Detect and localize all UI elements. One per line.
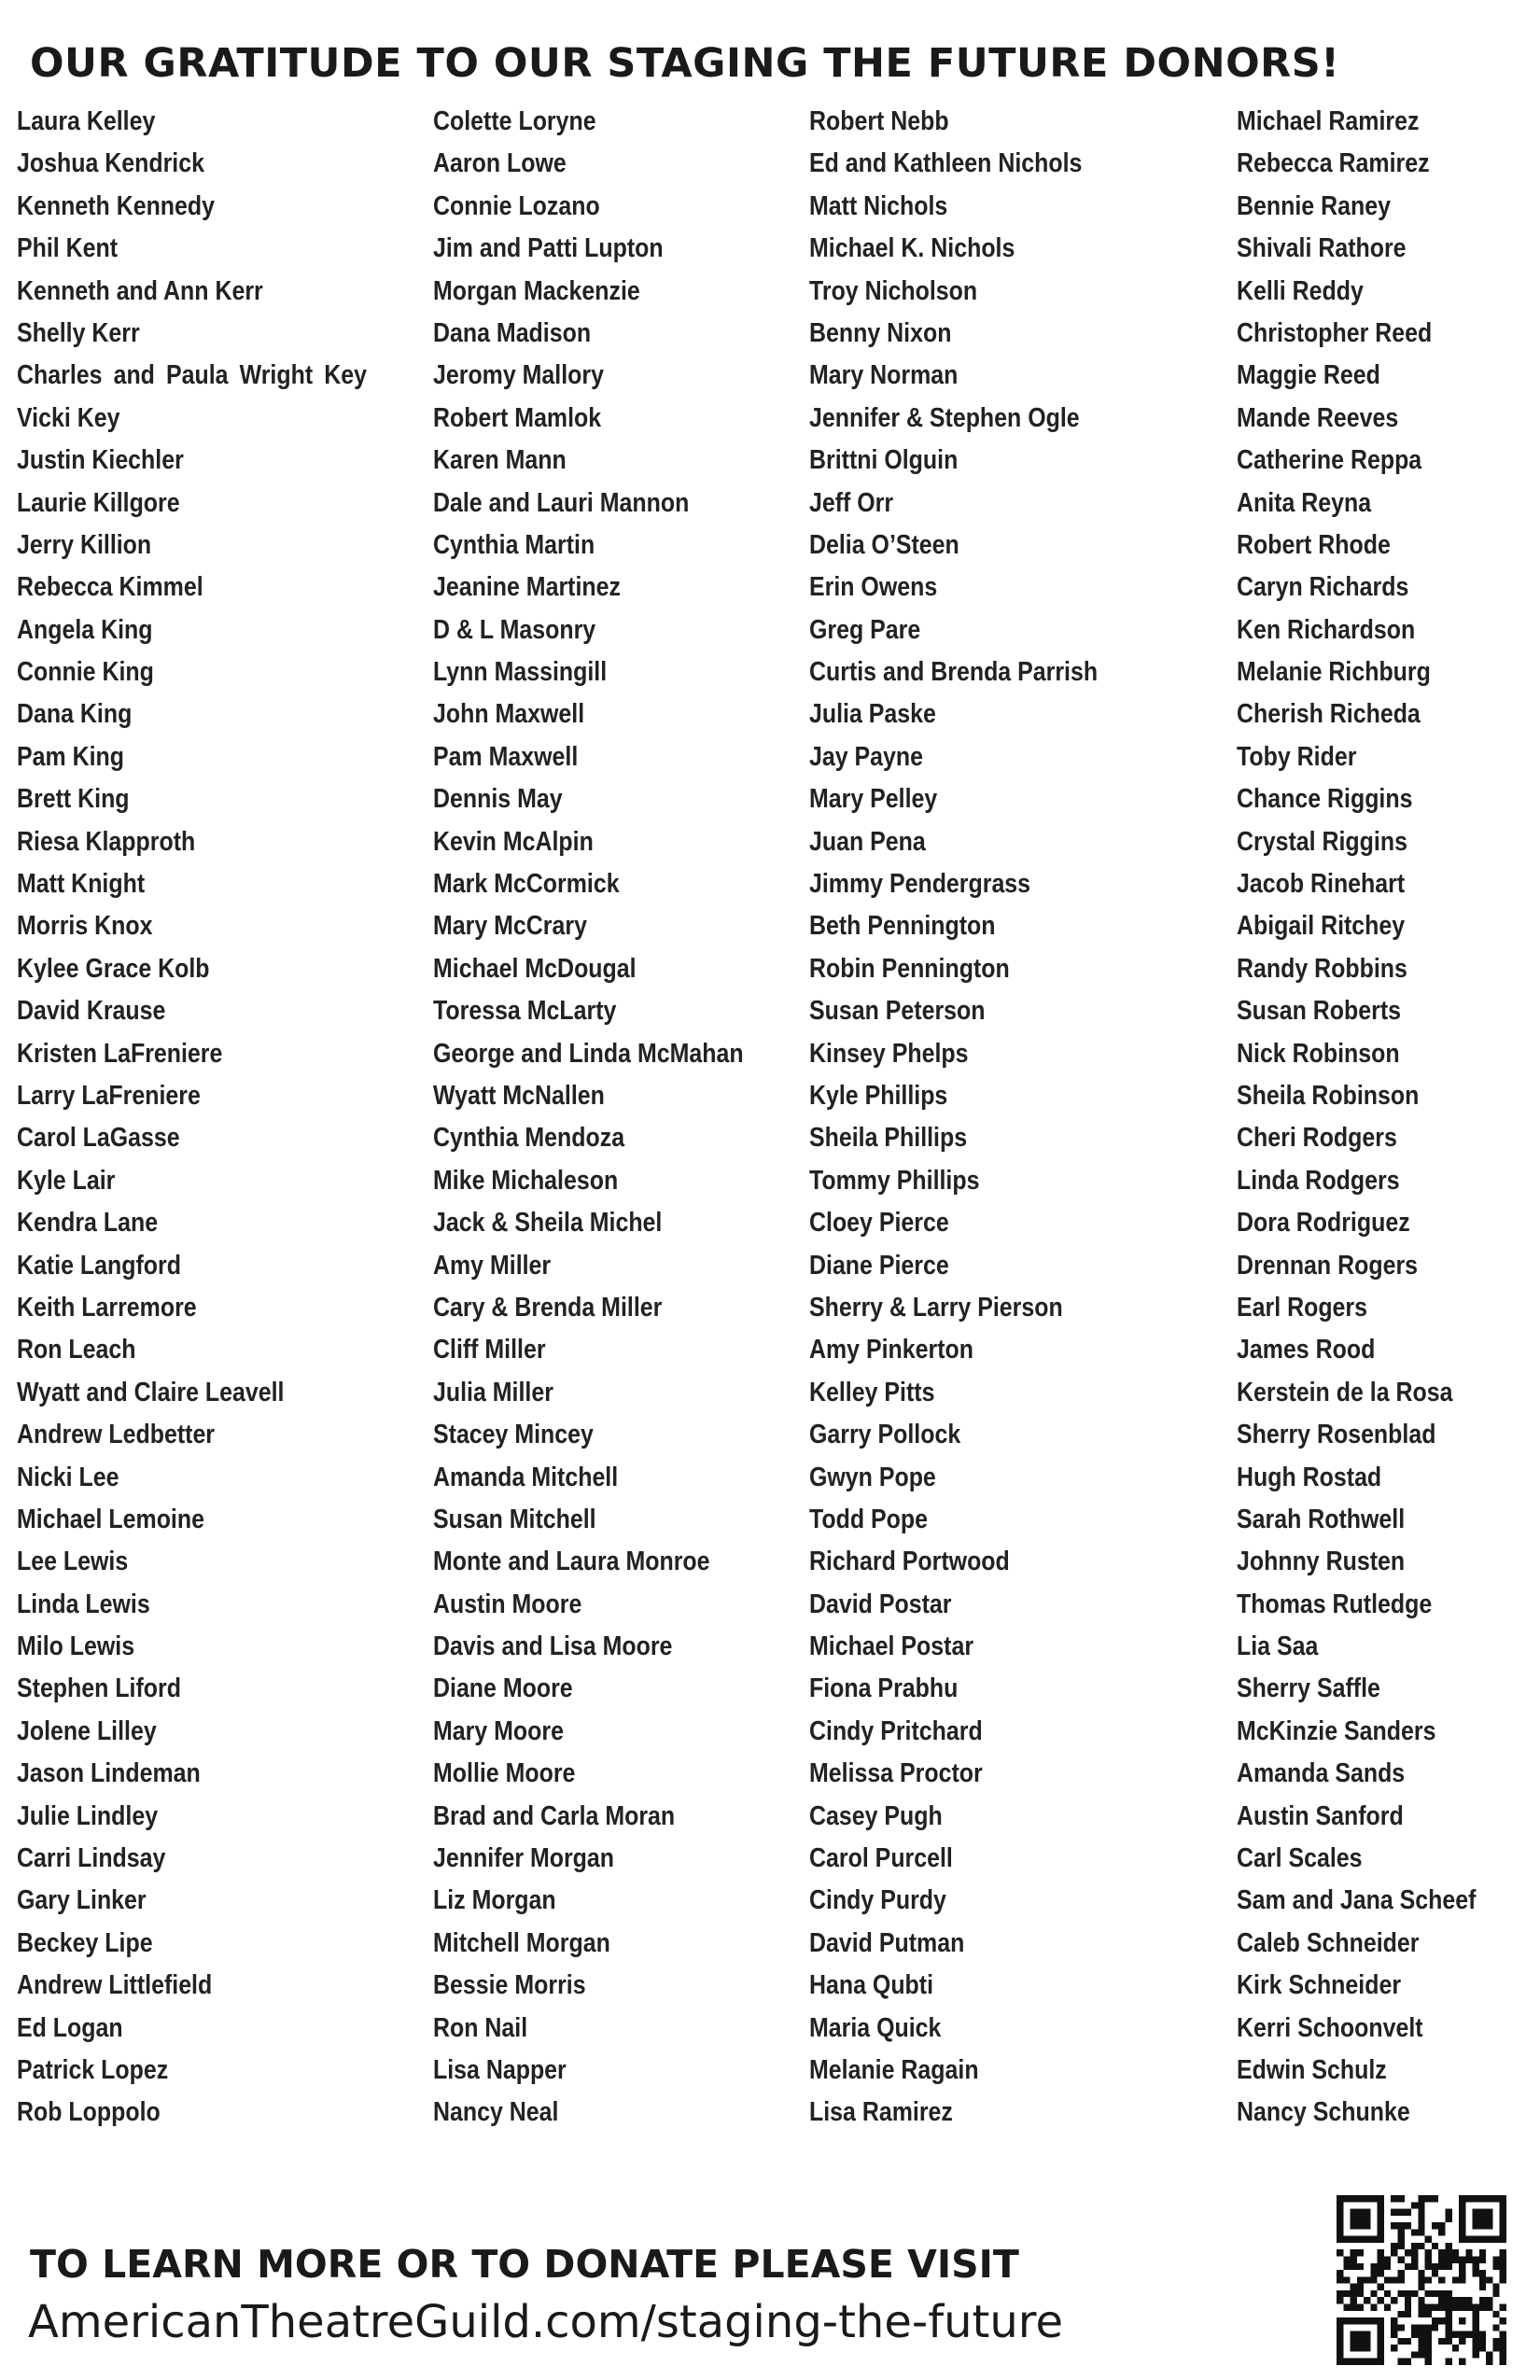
donor-name: Christopher Reed bbox=[1237, 317, 1433, 348]
donor-name: David Krause bbox=[17, 996, 166, 1027]
donor-name: Erin Owens bbox=[809, 572, 938, 603]
donor-name: Mike Michaleson bbox=[433, 1165, 619, 1196]
donor-name: Sherry Saffle bbox=[1237, 1673, 1380, 1704]
donor-name: Cindy Purdy bbox=[809, 1885, 946, 1916]
donor-name: Davis and Lisa Moore bbox=[433, 1631, 673, 1662]
donor-name: Brittni Olguin bbox=[809, 445, 959, 476]
donor-name: Kenneth and Ann Kerr bbox=[17, 275, 263, 306]
donor-name: Julia Paske bbox=[809, 699, 936, 730]
donor-name: Tommy Phillips bbox=[809, 1165, 980, 1196]
donor-name: Ron Leach bbox=[17, 1335, 136, 1365]
donor-name: Riesa Klapproth bbox=[17, 826, 196, 857]
donor-name: Maggie Reed bbox=[1237, 360, 1380, 391]
footer-heading: TO LEARN MORE OR TO DONATE PLEASE VISIT bbox=[30, 2242, 1019, 2287]
donor-name: Kelley Pitts bbox=[809, 1377, 935, 1407]
donor-name: Katie Langford bbox=[17, 1250, 181, 1281]
donor-name: Julia Miller bbox=[433, 1377, 553, 1407]
donor-name: Mitchell Morgan bbox=[433, 1927, 610, 1958]
donor-name: Michael K. Nichols bbox=[809, 233, 1015, 264]
donor-name: Sheila Robinson bbox=[1237, 1080, 1420, 1111]
donor-name: Mary Pelley bbox=[809, 784, 938, 815]
donor-name: Shelly Kerr bbox=[17, 317, 140, 348]
donor-name: Linda Rodgers bbox=[1237, 1165, 1400, 1196]
donor-name: Maria Quick bbox=[809, 2012, 942, 2043]
donor-name: Colette Loryne bbox=[433, 106, 596, 136]
donor-name: Toressa McLarty bbox=[433, 996, 617, 1027]
donor-name: Wyatt McNallen bbox=[433, 1080, 605, 1111]
donor-name: Jim and Patti Lupton bbox=[433, 233, 664, 264]
donor-name: Susan Roberts bbox=[1237, 996, 1402, 1027]
donor-name: Randy Robbins bbox=[1237, 953, 1407, 984]
donor-name: Sherry Rosenblad bbox=[1237, 1420, 1436, 1450]
donor-name: Amanda Sands bbox=[1237, 1758, 1406, 1789]
donor-name: Jack & Sheila Michel bbox=[433, 1208, 663, 1239]
donor-name: Ed and Kathleen Nichols bbox=[809, 148, 1083, 179]
donor-name: Michael Postar bbox=[809, 1631, 974, 1662]
donor-name: Lee Lewis bbox=[17, 1547, 129, 1577]
donor-name: Sherry & Larry Pierson bbox=[809, 1292, 1063, 1323]
donor-name: Stephen Liford bbox=[17, 1673, 181, 1704]
donor-name: Gwyn Pope bbox=[809, 1462, 936, 1492]
donor-name: Caryn Richards bbox=[1237, 572, 1409, 603]
donor-name: Dora Rodriguez bbox=[1237, 1208, 1410, 1239]
donor-name: Jolene Lilley bbox=[17, 1715, 157, 1746]
donor-name: Linda Lewis bbox=[17, 1589, 150, 1619]
donor-name: Bessie Morris bbox=[433, 1970, 586, 2001]
donor-name: Johnny Rusten bbox=[1237, 1547, 1406, 1577]
donor-name: Abigail Ritchey bbox=[1237, 911, 1406, 942]
donor-name: Keith Larremore bbox=[17, 1292, 197, 1323]
donor-name: Carol Purcell bbox=[809, 1843, 953, 1874]
donate-link[interactable]: AmericanTheatreGuild.com/staging-the-future bbox=[28, 2296, 1063, 2348]
donor-name: Michael McDougal bbox=[433, 953, 637, 984]
page-title: OUR GRATITUDE TO OUR STAGING THE FUTURE DONORS! bbox=[30, 39, 1340, 87]
qr-code-icon[interactable] bbox=[1337, 2195, 1506, 2365]
donor-name: Pam King bbox=[17, 741, 125, 772]
donor-name: Cary & Brenda Miller bbox=[433, 1292, 663, 1323]
donor-name: Bennie Raney bbox=[1237, 190, 1391, 221]
donor-name: Jeromy Mallory bbox=[433, 360, 604, 391]
donor-name: Robert Nebb bbox=[809, 106, 949, 136]
donor-name: Ron Nail bbox=[433, 2012, 528, 2043]
donor-name: Lia Saa bbox=[1237, 1631, 1319, 1662]
donor-name: Mary McCrary bbox=[433, 911, 587, 942]
donor-name: Chance Riggins bbox=[1237, 784, 1413, 815]
donor-name: Charles and Paula Wright Key bbox=[17, 360, 367, 391]
donor-name: Juan Pena bbox=[809, 826, 926, 857]
donor-name: Nick Robinson bbox=[1237, 1038, 1400, 1069]
donor-name: Catherine Reppa bbox=[1237, 445, 1422, 476]
donor-name: Amanda Mitchell bbox=[433, 1462, 619, 1492]
donor-name: Mark McCormick bbox=[433, 869, 620, 900]
donor-name: Kerstein de la Rosa bbox=[1237, 1377, 1453, 1407]
donor-name: Monte and Laura Monroe bbox=[433, 1547, 710, 1577]
donor-name: Connie Lozano bbox=[433, 190, 600, 221]
donor-name: Melanie Ragain bbox=[809, 2054, 979, 2085]
donor-name: Amy Miller bbox=[433, 1250, 552, 1281]
donor-name: Kevin McAlpin bbox=[433, 826, 594, 857]
donor-name: Michael Lemoine bbox=[17, 1504, 204, 1534]
donor-name: Larry LaFreniere bbox=[17, 1080, 201, 1111]
donor-name: Greg Pare bbox=[809, 614, 921, 645]
donor-name: Crystal Riggins bbox=[1237, 826, 1407, 857]
donor-name: Mary Norman bbox=[809, 360, 959, 391]
donor-name: John Maxwell bbox=[433, 699, 585, 730]
donor-name: Brett King bbox=[17, 784, 130, 815]
donor-name: Austin Moore bbox=[433, 1589, 582, 1619]
donor-name: Wyatt and Claire Leavell bbox=[17, 1377, 285, 1407]
donor-name: Jimmy Pendergrass bbox=[809, 869, 1031, 900]
donor-name: Casey Pugh bbox=[809, 1800, 943, 1831]
donor-name: Mande Reeves bbox=[1237, 402, 1399, 433]
donor-name: Kinsey Phelps bbox=[809, 1038, 969, 1069]
donor-column-4 bbox=[1237, 105, 1526, 2138]
donor-name: Jeff Orr bbox=[809, 487, 894, 518]
donor-name: Cloey Pierce bbox=[809, 1208, 949, 1239]
donor-name: Rebecca Ramirez bbox=[1237, 148, 1430, 179]
donor-name: Nancy Schunke bbox=[1237, 2097, 1410, 2128]
donor-name: Kylee Grace Kolb bbox=[17, 953, 210, 984]
donor-name: Dana King bbox=[17, 699, 133, 730]
donor-name: Kirk Schneider bbox=[1237, 1970, 1402, 2001]
donor-name: Aaron Lowe bbox=[433, 148, 567, 179]
donor-name: Milo Lewis bbox=[17, 1631, 135, 1662]
donor-column-3 bbox=[809, 105, 1211, 2138]
donor-name: Diane Moore bbox=[433, 1673, 573, 1704]
donor-name: Diane Pierce bbox=[809, 1250, 949, 1281]
donor-name: Jason Lindeman bbox=[17, 1758, 201, 1789]
donor-name: Earl Rogers bbox=[1237, 1292, 1368, 1323]
donor-name: Pam Maxwell bbox=[433, 741, 579, 772]
donor-name: Gary Linker bbox=[17, 1885, 147, 1916]
donor-name: David Postar bbox=[809, 1589, 952, 1619]
donor-name: Jeanine Martinez bbox=[433, 572, 621, 603]
donor-name: Michael Ramirez bbox=[1237, 106, 1420, 136]
donor-name: Delia O’Steen bbox=[809, 529, 959, 560]
donor-name: Mollie Moore bbox=[433, 1758, 576, 1789]
donor-name: Carl Scales bbox=[1237, 1843, 1363, 1874]
donor-name: Susan Peterson bbox=[809, 996, 986, 1027]
donor-name: Cindy Pritchard bbox=[809, 1715, 983, 1746]
donor-name: Thomas Rutledge bbox=[1237, 1589, 1433, 1619]
donor-name: Lisa Ramirez bbox=[809, 2097, 953, 2128]
donor-name: Laurie Killgore bbox=[17, 487, 180, 518]
donor-name: Matt Nichols bbox=[809, 190, 948, 221]
donor-name: George and Linda McMahan bbox=[433, 1038, 744, 1069]
donor-name: Kerri Schoonvelt bbox=[1237, 2012, 1423, 2043]
donor-name: Sarah Rothwell bbox=[1237, 1504, 1406, 1534]
donor-name: Fiona Prabhu bbox=[809, 1673, 959, 1704]
donor-name: Ken Richardson bbox=[1237, 614, 1416, 645]
donor-name: Caleb Schneider bbox=[1237, 1927, 1420, 1958]
donor-name: Kyle Phillips bbox=[809, 1080, 948, 1111]
donor-name: Shivali Rathore bbox=[1237, 233, 1407, 264]
donor-name: Jennifer Morgan bbox=[433, 1843, 615, 1874]
donor-name: Karen Mann bbox=[433, 445, 567, 476]
donor-name: D & L Masonry bbox=[433, 614, 596, 645]
donor-name: Dana Madison bbox=[433, 317, 592, 348]
donor-name: Brad and Carla Moran bbox=[433, 1800, 676, 1831]
donor-name: Troy Nicholson bbox=[809, 275, 978, 306]
donor-name: Kelli Reddy bbox=[1237, 275, 1364, 306]
donor-name: Andrew Ledbetter bbox=[17, 1420, 216, 1450]
donor-name: Cliff Miller bbox=[433, 1335, 546, 1365]
donor-name: Phil Kent bbox=[17, 233, 119, 264]
donor-name: Todd Pope bbox=[809, 1504, 928, 1534]
donor-name: Susan Mitchell bbox=[433, 1504, 596, 1534]
donor-name: Kenneth Kennedy bbox=[17, 190, 216, 221]
donor-name: Drennan Rogers bbox=[1237, 1250, 1419, 1281]
donor-name: Laura Kelley bbox=[17, 106, 156, 136]
donor-name: Austin Sanford bbox=[1237, 1800, 1404, 1831]
donor-name: Carol LaGasse bbox=[17, 1123, 180, 1154]
donor-name: Joshua Kendrick bbox=[17, 148, 204, 179]
donor-name: Ed Logan bbox=[17, 2012, 123, 2043]
donor-name: Melissa Proctor bbox=[809, 1758, 983, 1789]
donor-name: Dale and Lauri Mannon bbox=[433, 487, 690, 518]
donor-name: Angela King bbox=[17, 614, 153, 645]
donor-name: Morris Knox bbox=[17, 911, 153, 942]
donor-name: Justin Kiechler bbox=[17, 445, 184, 476]
donor-name: Beckey Lipe bbox=[17, 1927, 153, 1958]
donor-name: Rob Loppolo bbox=[17, 2097, 161, 2128]
donor-name: Morgan Mackenzie bbox=[433, 275, 640, 306]
donor-name: Hana Qubti bbox=[809, 1970, 934, 2001]
donor-name: Cheri Rodgers bbox=[1237, 1123, 1397, 1154]
donor-column-1 bbox=[17, 105, 371, 2138]
donor-name: Matt Knight bbox=[17, 869, 146, 900]
donor-name: Sheila Phillips bbox=[809, 1123, 968, 1154]
donor-name: Cynthia Martin bbox=[433, 529, 595, 560]
donor-name: Jay Payne bbox=[809, 741, 924, 772]
donor-name: Richard Portwood bbox=[809, 1547, 1010, 1577]
donor-name: Toby Rider bbox=[1237, 741, 1357, 772]
donor-name: Melanie Richburg bbox=[1237, 657, 1431, 688]
donor-name: Kendra Lane bbox=[17, 1208, 159, 1239]
donor-name: Edwin Schulz bbox=[1237, 2054, 1387, 2085]
donor-name: Robert Mamlok bbox=[433, 402, 602, 433]
donor-name: Jennifer & Stephen Ogle bbox=[809, 402, 1080, 433]
donor-name: Anita Reyna bbox=[1237, 487, 1372, 518]
donor-name: Andrew Littlefield bbox=[17, 1970, 213, 2001]
donor-name: Lisa Napper bbox=[433, 2054, 567, 2085]
donor-name: Liz Morgan bbox=[433, 1885, 556, 1916]
donor-name: James Rood bbox=[1237, 1335, 1376, 1365]
donor-name: Mary Moore bbox=[433, 1715, 564, 1746]
donor-name: Rebecca Kimmel bbox=[17, 572, 203, 603]
donor-name: Beth Pennington bbox=[809, 911, 996, 942]
donor-name: Carri Lindsay bbox=[17, 1843, 166, 1874]
donor-name: Vicki Key bbox=[17, 402, 120, 433]
donor-name: Amy Pinkerton bbox=[809, 1335, 974, 1365]
donor-name: Garry Pollock bbox=[809, 1420, 961, 1450]
donor-name: McKinzie Sanders bbox=[1237, 1715, 1436, 1746]
donor-name: Nicki Lee bbox=[17, 1462, 119, 1492]
donor-name: Lynn Massingill bbox=[433, 657, 608, 688]
donor-name: Julie Lindley bbox=[17, 1800, 159, 1831]
donor-name: Kyle Lair bbox=[17, 1165, 116, 1196]
donor-name: David Putman bbox=[809, 1927, 965, 1958]
donor-name: Cherish Richeda bbox=[1237, 699, 1421, 730]
donor-name: Patrick Lopez bbox=[17, 2054, 169, 2085]
donor-name: Connie King bbox=[17, 657, 154, 688]
donor-name: Stacey Mincey bbox=[433, 1420, 594, 1450]
donor-name: Benny Nixon bbox=[809, 317, 952, 348]
donor-name: Sam and Jana Scheef bbox=[1237, 1885, 1477, 1916]
donor-name: Dennis May bbox=[433, 784, 563, 815]
donor-name: Cynthia Mendoza bbox=[433, 1123, 625, 1154]
donor-list bbox=[0, 105, 1540, 2186]
donor-column-2 bbox=[433, 105, 806, 2138]
donor-name: Jerry Killion bbox=[17, 529, 152, 560]
donor-name: Kristen LaFreniere bbox=[17, 1038, 223, 1069]
donor-name: Robert Rhode bbox=[1237, 529, 1391, 560]
donor-name: Robin Pennington bbox=[809, 953, 1010, 984]
donor-name: Jacob Rinehart bbox=[1237, 869, 1406, 900]
donor-name: Nancy Neal bbox=[433, 2097, 559, 2128]
donor-name: Curtis and Brenda Parrish bbox=[809, 657, 1099, 688]
donor-name: Hugh Rostad bbox=[1237, 1462, 1382, 1492]
